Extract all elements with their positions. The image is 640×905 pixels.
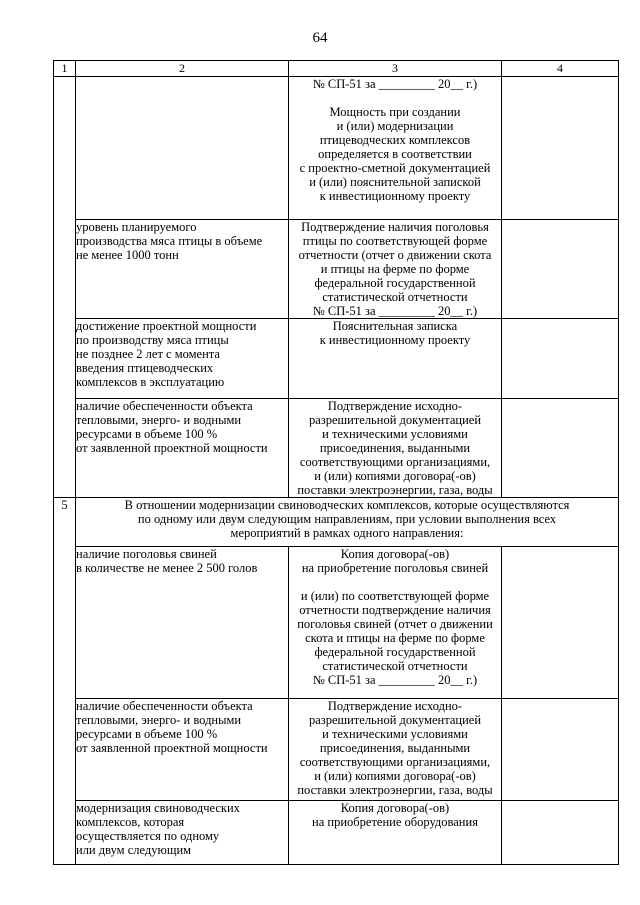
text-line: Подтверждение исходно- [327,399,463,413]
text-line: наличие обеспеченности объекта [76,399,253,413]
row-number-cell [54,77,76,498]
text-line: ресурсами в объеме 100 % [76,427,218,441]
text-line: не позднее 2 лет с момента [76,347,220,361]
text-line: Копия договора(-ов) [340,801,450,815]
text-line: осуществляется по одному [76,829,220,843]
confirmation-cell [289,699,502,801]
text-line: и (или) копиями договора(-ов) [314,769,476,783]
note-cell [502,547,619,699]
text-line: соответствующими организациями, [299,455,491,469]
text-line: на приобретение поголовья свиней [301,561,489,575]
text-line: присоединения, выданными [319,741,471,755]
text-line: статистической отчетности [322,659,468,673]
text-line: и (или) пояснительной запиской [309,175,481,189]
confirmation-cell [289,77,502,220]
note-cell [502,77,619,220]
text-line: и (или) копиями договора(-ов) [314,469,476,483]
text-line: отчетности (отчет о движении скота [298,248,492,262]
page-number: 64 [312,30,328,46]
criterion-cell [76,220,289,319]
table-row [54,319,619,399]
text-line: не менее 1000 тонн [76,248,179,262]
confirmation-cell [289,220,502,319]
criteria-table [53,60,619,865]
text-line: Подтверждение наличия поголовья [301,220,489,234]
text-line: и техническими условиями [322,427,468,441]
text-line: от заявленной проектной мощности [76,741,268,755]
text-line: скота и птицы на ферме по форме [305,631,485,645]
text-line: к инвестиционному проекту [319,189,471,203]
text-line: № СП-51 за _________ 20__ г.) [312,673,478,687]
text-line: достижение проектной мощности [76,319,257,333]
confirmation-cell [289,319,502,399]
text-line: поставки электроэнергии, газа, воды [297,783,493,797]
table-header-row [54,61,619,77]
section-heading-row [54,498,619,547]
table-row [54,77,619,220]
note-cell [502,220,619,319]
text-line: и птицы на ферме по форме [320,262,470,276]
confirmation-cell [289,547,502,699]
criterion-cell [76,801,289,865]
text-line: по одному или двум следующим направлениям, при условии выполнения всех [137,512,557,526]
text-line: уровень планируемого [76,220,197,234]
text-line: федеральной государственной [314,276,476,290]
text-line: и (или) по соответствующей форме [300,589,490,603]
text-line: поголовья свиней (отчет о движении [297,617,493,631]
text-line: № СП-51 за _________ 20__ г.) [312,77,478,91]
text-line: по производству мяса птицы [76,333,229,347]
section-heading [76,498,619,547]
note-cell [502,699,619,801]
text-line: разрешительной документацией [308,713,482,727]
text-line: с проектно-сметной документацией [299,161,491,175]
text-line: птицы по соответствующей форме [302,234,488,248]
header-col-1: 1 [54,61,76,77]
row-number-cell: 5 [54,498,76,865]
table-row [54,547,619,699]
header-col-4: 4 [502,61,619,77]
note-cell [502,319,619,399]
text-line: наличие обеспеченности объекта [76,699,253,713]
text-line: поставки электроэнергии, газа, воды [297,483,493,497]
text-line: присоединения, выданными [319,441,471,455]
text-line: Подтверждение исходно- [327,699,463,713]
text-line: № СП-51 за _________ 20__ г.) [312,304,478,318]
text-line: определяется в соответствии [318,147,472,161]
criterion-cell [76,319,289,399]
text-line: к инвестиционному проекту [319,333,471,347]
text-line: Мощность при создании [329,105,461,119]
text-line: птицеводческих комплексов [319,133,471,147]
text-line: модернизация свиноводческих [76,801,240,815]
table-row [54,699,619,801]
text-line: в количестве не менее 2 500 голов [76,561,258,575]
text-line: и техническими условиями [322,727,468,741]
header-col-3: 3 [289,61,502,77]
text-line: комплексов в эксплуатацию [76,375,225,389]
text-line: производства мяса птицы в объеме [76,234,263,248]
table-row [54,220,619,319]
text-line: Пояснительная записка [332,319,458,333]
text-line: мероприятий в рамках одного направления: [230,526,464,540]
criterion-cell [76,399,289,498]
note-cell [502,801,619,865]
criterion-cell [76,699,289,801]
text-line: федеральной государственной [314,645,476,659]
text-line: отчетности подтверждение наличия [299,603,491,617]
header-col-2: 2 [76,61,289,77]
text-line: тепловыми, энерго- и водными [76,413,242,427]
table-row [54,399,619,498]
text-line: комплексов, которая [76,815,185,829]
text-line: ресурсами в объеме 100 % [76,727,218,741]
text-line: соответствующими организациями, [299,755,491,769]
note-cell [502,399,619,498]
text-line: В отношении модернизации свиноводческих комплексов, которые осуществляются [124,498,570,512]
text-line: разрешительной документацией [308,413,482,427]
text-line: или двум следующим [76,843,192,857]
text-line: на приобретение оборудования [312,815,478,829]
confirmation-cell [289,399,502,498]
text-line: Копия договора(-ов) [340,547,450,561]
text-line: от заявленной проектной мощности [76,441,268,455]
text-line: статистической отчетности [322,290,468,304]
text-line: наличие поголовья свиней [76,547,217,561]
table-row [54,801,619,865]
text-line: и (или) модернизации [336,119,454,133]
text-line: тепловыми, энерго- и водными [76,713,242,727]
criterion-cell [76,547,289,699]
confirmation-cell [289,801,502,865]
text-line: введения птицеводческих [76,361,214,375]
criterion-cell [76,77,289,220]
